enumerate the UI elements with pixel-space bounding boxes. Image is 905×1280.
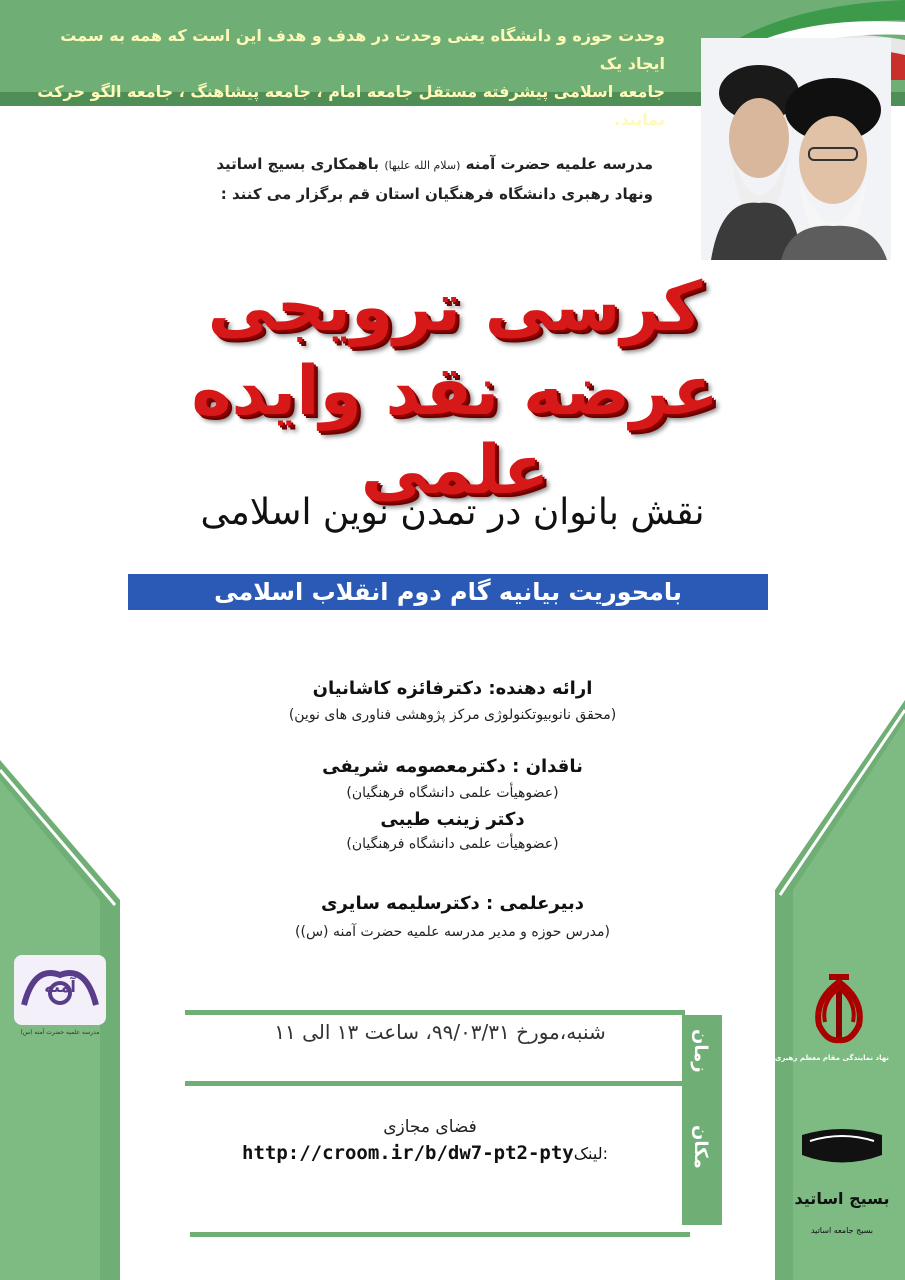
presenter-name: ارائه دهنده: دکترفائزه کاشانیان <box>312 678 593 699</box>
basij-logo-icon <box>792 1125 892 1185</box>
leaders-portrait <box>701 38 891 260</box>
title-line2: عرضه نقد وایده علمی <box>191 352 719 510</box>
critic1-desc: (عضوهیأت علمی دانشگاه فرهنگیان) <box>346 785 559 801</box>
leadership-office-logo <box>728 970 889 1080</box>
organizer-partner: باهمکاری بسیج اساتید <box>216 155 380 173</box>
link-label: لینک: <box>573 1144 608 1163</box>
link-url[interactable]: http://croom.ir/b/dw7-pt2-pty <box>242 1142 574 1164</box>
organizer-line2: ونهاد رهبری دانشگاه فرهنگیان استان قم برگزار می کنند : <box>220 185 653 203</box>
presenter-desc: (محقق نانوبیوتکنولوژی مرکز پژوهشی فناوری های نوین) <box>288 707 617 723</box>
amene-logo-text: آمنه <box>44 977 76 996</box>
secretary-block <box>150 893 755 940</box>
critics-block <box>150 756 755 852</box>
bottom-divider <box>190 1232 690 1237</box>
presenter-block <box>150 678 755 723</box>
secretary-desc: (مدرس حوزه و مدیر مدرسه علمیه حضرت آمنه (س)) <box>295 924 610 940</box>
time-label: زمان <box>690 1029 711 1073</box>
critic2-name: دکتر زینب طیبی <box>380 809 525 830</box>
critic2-desc: (عضوهیأت علمی دانشگاه فرهنگیان) <box>346 836 559 852</box>
date-text: شنبه،مورخ ۹۹/۰۳/۳۱، ساعت ۱۳ الی ۱۱ <box>274 1020 606 1044</box>
iran-emblem-icon <box>799 970 879 1050</box>
header-quote-line2: جامعه اسلامی پیشرفته مستقل جامعه امام ، جامعه پیشاهنگ ، جامعه الگو حرکت نمایند. <box>37 82 665 129</box>
header-quote-line1: وحدت حوزه و دانشگاه یعنی وحدت در هدف و هدف این است که همه به سمت ایجاد یک <box>60 26 665 73</box>
basij-logo-caption: بسیج جامعه اساتید <box>810 1226 874 1235</box>
theme-banner: بامحوریت بیانیه گام دوم انقلاب اسلامی <box>128 574 768 610</box>
organizer-text <box>93 150 653 208</box>
amene-logo <box>14 955 106 1040</box>
link-row <box>190 1142 660 1164</box>
basij-logo-text: بسیج اساتید <box>794 1189 890 1208</box>
place-label: مکان <box>690 1125 711 1169</box>
schedule-label-column <box>682 1015 722 1225</box>
secretary-name: دبیرعلمی : دکترسلیمه سایری <box>320 893 584 914</box>
organizer-honorific: (سلام الله علیها) <box>384 159 461 172</box>
organizer-line1 <box>93 150 653 180</box>
leadership-office-caption: نهاد نمایندگی مقام معظم رهبری در دانشگاه‌ها <box>728 1054 889 1062</box>
subject-heading: نقش بانوان در تمدن نوین اسلامی <box>200 492 705 533</box>
header-quote <box>25 22 665 134</box>
critic1-name: ناقدان : دکترمعصومه شریفی <box>322 756 583 777</box>
amene-logo-caption: مدرسه علمیه حضرت آمنه (س) <box>20 1029 100 1036</box>
place-text: فضای مجازی <box>383 1117 477 1137</box>
basij-logo <box>787 1125 897 1245</box>
organizer-school: مدرسه علمیه حضرت آمنه <box>465 155 653 173</box>
title-line1: کرسی ترویجی <box>207 268 703 347</box>
